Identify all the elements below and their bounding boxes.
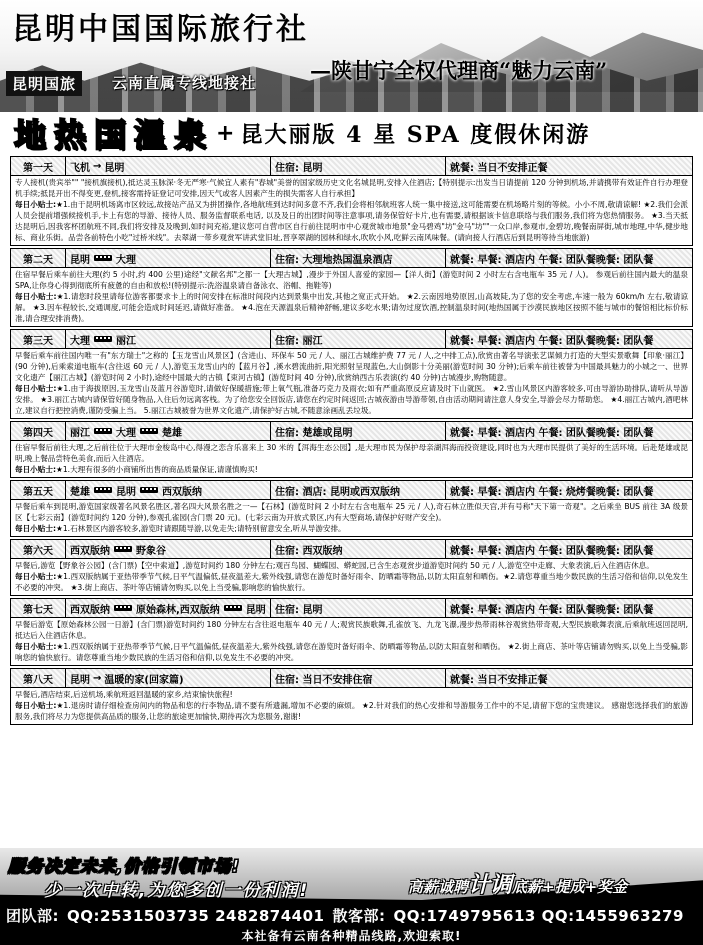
route-to: 野象谷	[136, 545, 166, 557]
day-number: 第五天	[11, 481, 66, 499]
day-route	[66, 599, 271, 617]
recruit-position: 计调	[468, 873, 513, 898]
day-itinerary-text: 住宿早餐后乘车前往大理(约 5 小时,约 400 公里)途经"文献名邦"之都一【大理古城】,漫步于外国人喜爱的家园—【洋人街】(游览时间 2 小时左右含电瓶车 35 元 / 人)。 参观后前往国内最大的温泉 SPA,让你身心得到彻底所有疲惫的自由和放松!(特别提示:洗浴温泉请自备泳衣、浴帽、拖鞋等)	[15, 270, 688, 290]
day-meals: 就餐: 早餐: 酒店内 午餐: 团队餐晚餐: 团队餐	[450, 254, 654, 266]
itinerary-day	[10, 421, 693, 478]
day-hotel: 住宿: 楚雄或昆明	[271, 422, 446, 440]
tips-text: ★1.石林景区内游客较多,游览时请跟随导游,以免走失;请特别留意安全,听从导游安排。	[56, 524, 346, 533]
day-tips	[15, 383, 688, 416]
day-hotel: 住宿: 昆明	[271, 157, 446, 175]
bus-icon	[94, 255, 112, 261]
recruit-prefix: 高薪诚聘	[408, 878, 469, 896]
day-itinerary-text: 住宿早餐后前往大理,之后前往位于大理市金梭岛中心,得漫之恋含乐喜来上 30 米的【洱海生态公园】,是大理市民为保护母亲湖洱海而投资建设,同时也为大理市民提供了美好的生活环境。后赴楚雄或昆明,晚上餐品尝特色美食,而后入住酒店。	[15, 443, 688, 463]
bus-icon	[114, 605, 132, 611]
tips-label: 每日小贴士:	[15, 524, 57, 533]
agency-name: 昆明中国国际旅行社	[12, 12, 309, 47]
route-to: 大理	[116, 427, 136, 439]
day-itinerary-text: 早餐后乘车前往国内唯一有"东方瑞士"之称的【玉龙雪山风景区】(含进山、环保车 50 元 / 人、丽江古城维护费 77 元 / 人,之中排工点),欣赏由著名导演张艺谋倾力打造的大型实景歌舞【印象·丽江】(90 分钟),后乘索道电瓶车(含往返 60 元 / 人),游览玉龙雪山内的【蓝月谷】,溪水碧流曲折,阳光照射呈现蓝色,大山倒影十分美丽(游览时间 30 分钟);后乘车前往被誉为中国最具魅力的小城之一、世界文化遗产【丽江古城】(游览时间 2 小时),途经中国最大的古镇【束河古镇】(游览时间 40 分钟),欣赏纳西古乐表演(约 40 分钟)古城漫步,购物随意。	[15, 351, 688, 382]
plane-arrow-icon: →	[93, 672, 102, 684]
tips-label: 每日小贴士:	[15, 200, 57, 209]
day-meals: 就餐: 早餐: 酒店内 午餐: 团队餐晚餐: 团队餐	[450, 335, 654, 347]
day-header-row	[11, 669, 692, 688]
day-header-row	[11, 330, 692, 349]
day-meals: 就餐: 早餐: 酒店内 午餐: 团队餐晚餐: 团队餐	[450, 427, 654, 439]
tips-label: 每日小贴士:	[15, 701, 57, 710]
day-meals: 就餐: 早餐: 酒店内 午餐: 烧烤餐晚餐: 团队餐	[450, 486, 654, 498]
day-header-row	[11, 599, 692, 618]
route-from: 昆明	[70, 254, 90, 266]
day-header-row	[11, 249, 692, 268]
day-hotel: 住宿: 酒店: 昆明或西双版纳	[271, 481, 446, 499]
itinerary-day	[10, 248, 693, 327]
day-hotel: 住宿: 大理地热国温泉酒店	[271, 249, 446, 267]
bus-icon	[140, 487, 158, 493]
tips-text: ★1.退房时请仔细检查房间内的物品和您的行李物品,请不要有所遗漏,增加不必要的麻烦。 ★2.针对我们的热心安排和导游服务工作中的不足,请留下您的宝贵建议。 感谢您选择我们的旅游服务,我们将尽力为您提供高品质的服务,让您的旅途更加愉快,期待再次为您服务,谢谢!	[15, 701, 688, 721]
header-banner	[0, 0, 703, 112]
day-itinerary-text: 专人接机(贵宾举"" "接机旗接机),抵达灵玉脉深·冬无严寒·气候宜人素有"春城"美誉的国家级历史文化名城昆明,安排入住酒店;【特别提示:出发当日请提前 120 分钟到机场,并请携带有效证件自行办理登机手续;抵昆开出不得变更,登机,接客需持证登记可安排,因天气或客人因素产生的损失需客人自行承担】	[15, 178, 688, 198]
day-itinerary-text: 早餐后,酒店结束,后送机场,乘航班返回温暖的家乡,结束愉快旅程!	[15, 690, 233, 699]
day-tips	[15, 464, 688, 475]
day-itinerary-text: 早餐后乘车到昆明,游览国家级著名风景名胜区,著名四大风景名胜之一—【石林】(游览时间 2 小时左右含电瓶车 25 元 / 人),奇石林立胜似天宫,并有号称"天下第一奇观"。之后乘坐 BUS 前往 3A 级景区【七彩云南】(游览时间约 120 分钟),参观孔雀园(含门票 20 元)。(七彩云南为开放式景区,内有大型商场,请保护好财产安全)。	[15, 502, 688, 522]
tips-label: 每日小贴士:	[15, 572, 57, 581]
tips-text: ★1.由于海拔原因,玉龙雪山及蓝月谷游览时,请做好保暖措施;带上氧气瓶,准备巧克力及雨衣;如有严重高原反应请及时下山就医。 ★2.雪山风景区内游客较多,可由导游协助排队,请听从导游安排。 ★3.丽江古城内请保管好随身物品,入住后勿远离客栈。为了给您安全回饭店,请您在约定时间返回;古城夜游由导游带领,自由活动期间请注意人身安全,导游会尽力帮助您。 ★4.丽江古城内,酒吧林立,建议自行把控消费,谨防受骗上当。 5.丽江古城被誉为世界文化遗产,请保护好古城,不随意涂画乱丢垃圾。	[15, 384, 688, 415]
bus-icon	[140, 428, 158, 434]
itinerary-day	[10, 598, 693, 666]
tour-title-plus: +	[216, 120, 235, 146]
footer-slogan-1: 服务决定未来,价格引领市场!	[8, 857, 241, 877]
tips-text: ★1.大理有很多的小商铺所出售的商品质量保证,请谨慎购买!	[56, 465, 258, 474]
day-description	[11, 349, 692, 418]
itinerary-day	[10, 539, 693, 596]
route-from: 昆明	[70, 674, 90, 686]
group-dept-qq[interactable]: QQ:2531503735 2482874401	[67, 907, 325, 925]
day-description	[11, 176, 692, 245]
day-number: 第七天	[11, 599, 66, 617]
itinerary-day	[10, 329, 693, 419]
tips-text: ★1.由于昆明机场离市区较远,故接站产品又为拼团操作,各地航班到达时间多意不齐,我们会将相邻航班客人统一集中接送,这可能需要在机场略片刻的等候。小小不周,敬请谅解! ★2.我们会派人员会提前增强候接机手,卡上有您的导游、接待人员、服务监督联系电话, 以及及日的出团时间等注意事项,请务保管好卡片,也有需要,请根据该卡信息联络与我们服务,我们将为您热情服务。 ★3.当天抵达昆明后,因我客杯团航班不同,我们将安排及及晚到,如时间充裕,建议您可自营市区自行前往昆明市中心观赏城市地景"金马碧鸡"坊"金马"坊""一众口岸,参观市,金碧坊,晚餐南屏街,城市地理,中华,健步地标、商业乐街。品尝各前特色小吃"过桥米线"。去翠湖一带乡观赏军讲武堂旧址,晋享翠湖的园林和绿水,吹吹小风,吃鲜云南风味餐。(请向接人行酒店后到昆明等待当地旅游)	[15, 200, 689, 242]
day-itinerary-text: 早餐后,游览【野象谷公园】(含门票)【空中索道】,游览时间约 180 分钟左右;观百鸟园、蝴蝶园、蟒蛇园,已含生态观赏步道游览时间约 50 元 / 人,游览空中走廊、大象表演,后入住酒店休息。	[15, 561, 654, 570]
day-route	[66, 330, 271, 348]
tips-label: 每日小贴士:	[15, 384, 57, 393]
route-to: 原始森林,西双版纳	[136, 604, 220, 616]
day-tips	[15, 571, 688, 593]
route-from: 丽江	[70, 427, 90, 439]
day-route	[66, 669, 271, 687]
day-meals: 就餐: 早餐: 酒店内 午餐: 团队餐晚餐: 团队餐	[450, 545, 654, 557]
tips-label: 每日小贴士:	[15, 292, 57, 301]
route-to-next: 昆明	[245, 604, 266, 616]
tour-title-main: 地热国温泉	[14, 116, 215, 154]
route-to-next: 楚雄	[162, 427, 182, 439]
day-route	[66, 249, 271, 267]
day-number: 第一天	[11, 157, 66, 175]
tips-text: ★1.请您时段里请每位游客都要求卡上的时间安排在标准时间段内达到景集中出发,其他之宽正式开始。 ★2.云南因地势原因,山高坡陡,为了您的安全考虑,车速一般为 60km/h 左右,敬请谅解。 ★3.因车程较长,交通调度,可能会造成时间延迟,请做好准备。 ★4.泡在天源温泉后精神舒畅,建议多吃水果;请勿过度饮酒,控制温泉时间(地热国属于沙漠民族地区按照不能与城市的餐馆相比标价标准,请合理安排消费)。	[15, 292, 688, 323]
day-description	[11, 500, 692, 536]
tips-label: 每日小贴士:	[15, 642, 57, 651]
day-route	[66, 481, 271, 499]
bus-icon	[114, 546, 132, 552]
bus-icon	[94, 428, 112, 434]
route-to: 昆明	[104, 162, 125, 174]
tour-title	[0, 112, 703, 154]
day-number: 第四天	[11, 422, 66, 440]
day-tips	[15, 700, 688, 722]
day-route	[66, 540, 271, 558]
day-meals: 就餐: 当日不安排正餐	[450, 674, 548, 686]
day-description	[11, 441, 692, 477]
recruit-suffix: 底薪+提成+奖金	[512, 878, 628, 896]
day-tips	[15, 523, 688, 534]
route-to: 丽江	[116, 335, 136, 347]
day-number: 第八天	[11, 669, 66, 687]
contact-line	[6, 905, 692, 926]
day-header-row	[11, 157, 692, 176]
route-to-next: 西双版纳	[162, 486, 202, 498]
day-hotel: 住宿: 当日不安排住宿	[271, 669, 446, 687]
itinerary-day	[10, 156, 693, 246]
day-hotel: 住宿: 丽江	[271, 330, 446, 348]
route-from: 大理	[70, 335, 90, 347]
day-tips	[15, 641, 688, 663]
day-header-row	[11, 481, 692, 500]
recruit-banner	[408, 868, 627, 899]
day-meals: 就餐: 早餐: 酒店内 午餐: 团队餐晚餐: 团队餐	[450, 604, 654, 616]
day-header-row	[11, 422, 692, 441]
day-route	[66, 422, 271, 440]
agency-slogan: —陕甘宁全权代理商“魅力云南”	[310, 58, 608, 83]
day-hotel: 住宿: 西双版纳	[271, 540, 446, 558]
day-itinerary-text: 早餐后游览【原始森林公园一日游】(含门票)游览时间约 180 分钟左右含往返电瓶车 40 元 / 人;观赏民族歌舞,孔雀放飞、九龙飞瀑,漫步热带雨林谷观赏热带奇观,大型民族歌舞表演,后乘航班返回昆明,抵达后入住酒店休息。	[15, 620, 688, 640]
bus-icon	[224, 605, 242, 611]
itinerary-day	[10, 480, 693, 537]
day-header-row	[11, 540, 692, 559]
route-to: 温暖的家(回家篇)	[104, 674, 184, 686]
footer-slogan-2: 少一次中转,为您多创一份利润!	[44, 881, 310, 901]
retail-dept-qq[interactable]: QQ:1749795613 QQ:1455963279	[393, 907, 684, 925]
day-description	[11, 268, 692, 326]
bus-icon	[94, 336, 112, 342]
agency-subtitle: 云南直属专线地接社	[112, 74, 257, 92]
day-tips	[15, 199, 688, 243]
day-meals: 就餐: 当日不安排正餐	[450, 162, 548, 174]
plane-arrow-icon: →	[93, 160, 102, 172]
route-from: 楚雄	[70, 486, 90, 498]
route-from: 西双版纳	[70, 604, 110, 616]
day-tips	[15, 291, 688, 324]
itinerary-day	[10, 668, 693, 725]
route-from: 西双版纳	[70, 545, 110, 557]
day-description	[11, 618, 692, 665]
route-to: 昆明	[116, 486, 136, 498]
route-to: 大理	[116, 254, 136, 266]
day-description	[11, 559, 692, 595]
day-number: 第二天	[11, 249, 66, 267]
agency-badge: 昆明国旅	[6, 71, 82, 96]
day-number: 第三天	[11, 330, 66, 348]
route-from: 飞机	[70, 162, 90, 174]
day-hotel: 住宿: 昆明	[271, 599, 446, 617]
bus-icon	[94, 487, 112, 493]
retail-dept-label: 散客部:	[332, 907, 386, 925]
day-description	[11, 688, 692, 724]
day-route	[66, 157, 271, 175]
day-number: 第六天	[11, 540, 66, 558]
tips-text: ★1.西双版纳属于亚热带季节气候,日平气温偏低,昼夜温差大,紫外线强,请您在游览时备好雨伞、防晒霜等物品,以防太阳直射和晒伤。 ★2.街上商店、茶叶等店铺请勿购买,以免上当受骗,影响您的愉快旅行。请您尊重当地少数民族的生活习俗和信仰,以免发生不必要的冲突。	[15, 642, 688, 662]
tour-title-rest: 昆大丽版 4 星 SPA 度假休闲游	[240, 121, 591, 148]
bottom-note: 本社备有云南各种精品线路,欢迎索取!	[241, 929, 462, 943]
itinerary	[10, 156, 693, 727]
group-dept-label: 团队部:	[6, 907, 59, 925]
tips-label: 每日小贴士:	[15, 465, 57, 474]
tips-text: ★1.西双版纳属于亚热带季节气候,日平气温偏低,昼夜温差大,紫外线强,请您在游览时备好雨伞、防晒霜等物品,以防太阳直射和晒伤。★2.请您尊重当地少数民族的生活习俗和信仰,以免发生不必要的冲突。 ★3.街上商店、茶叶等店铺请勿购买,以免上当受骗,影响您的愉快旅行。	[15, 572, 688, 592]
